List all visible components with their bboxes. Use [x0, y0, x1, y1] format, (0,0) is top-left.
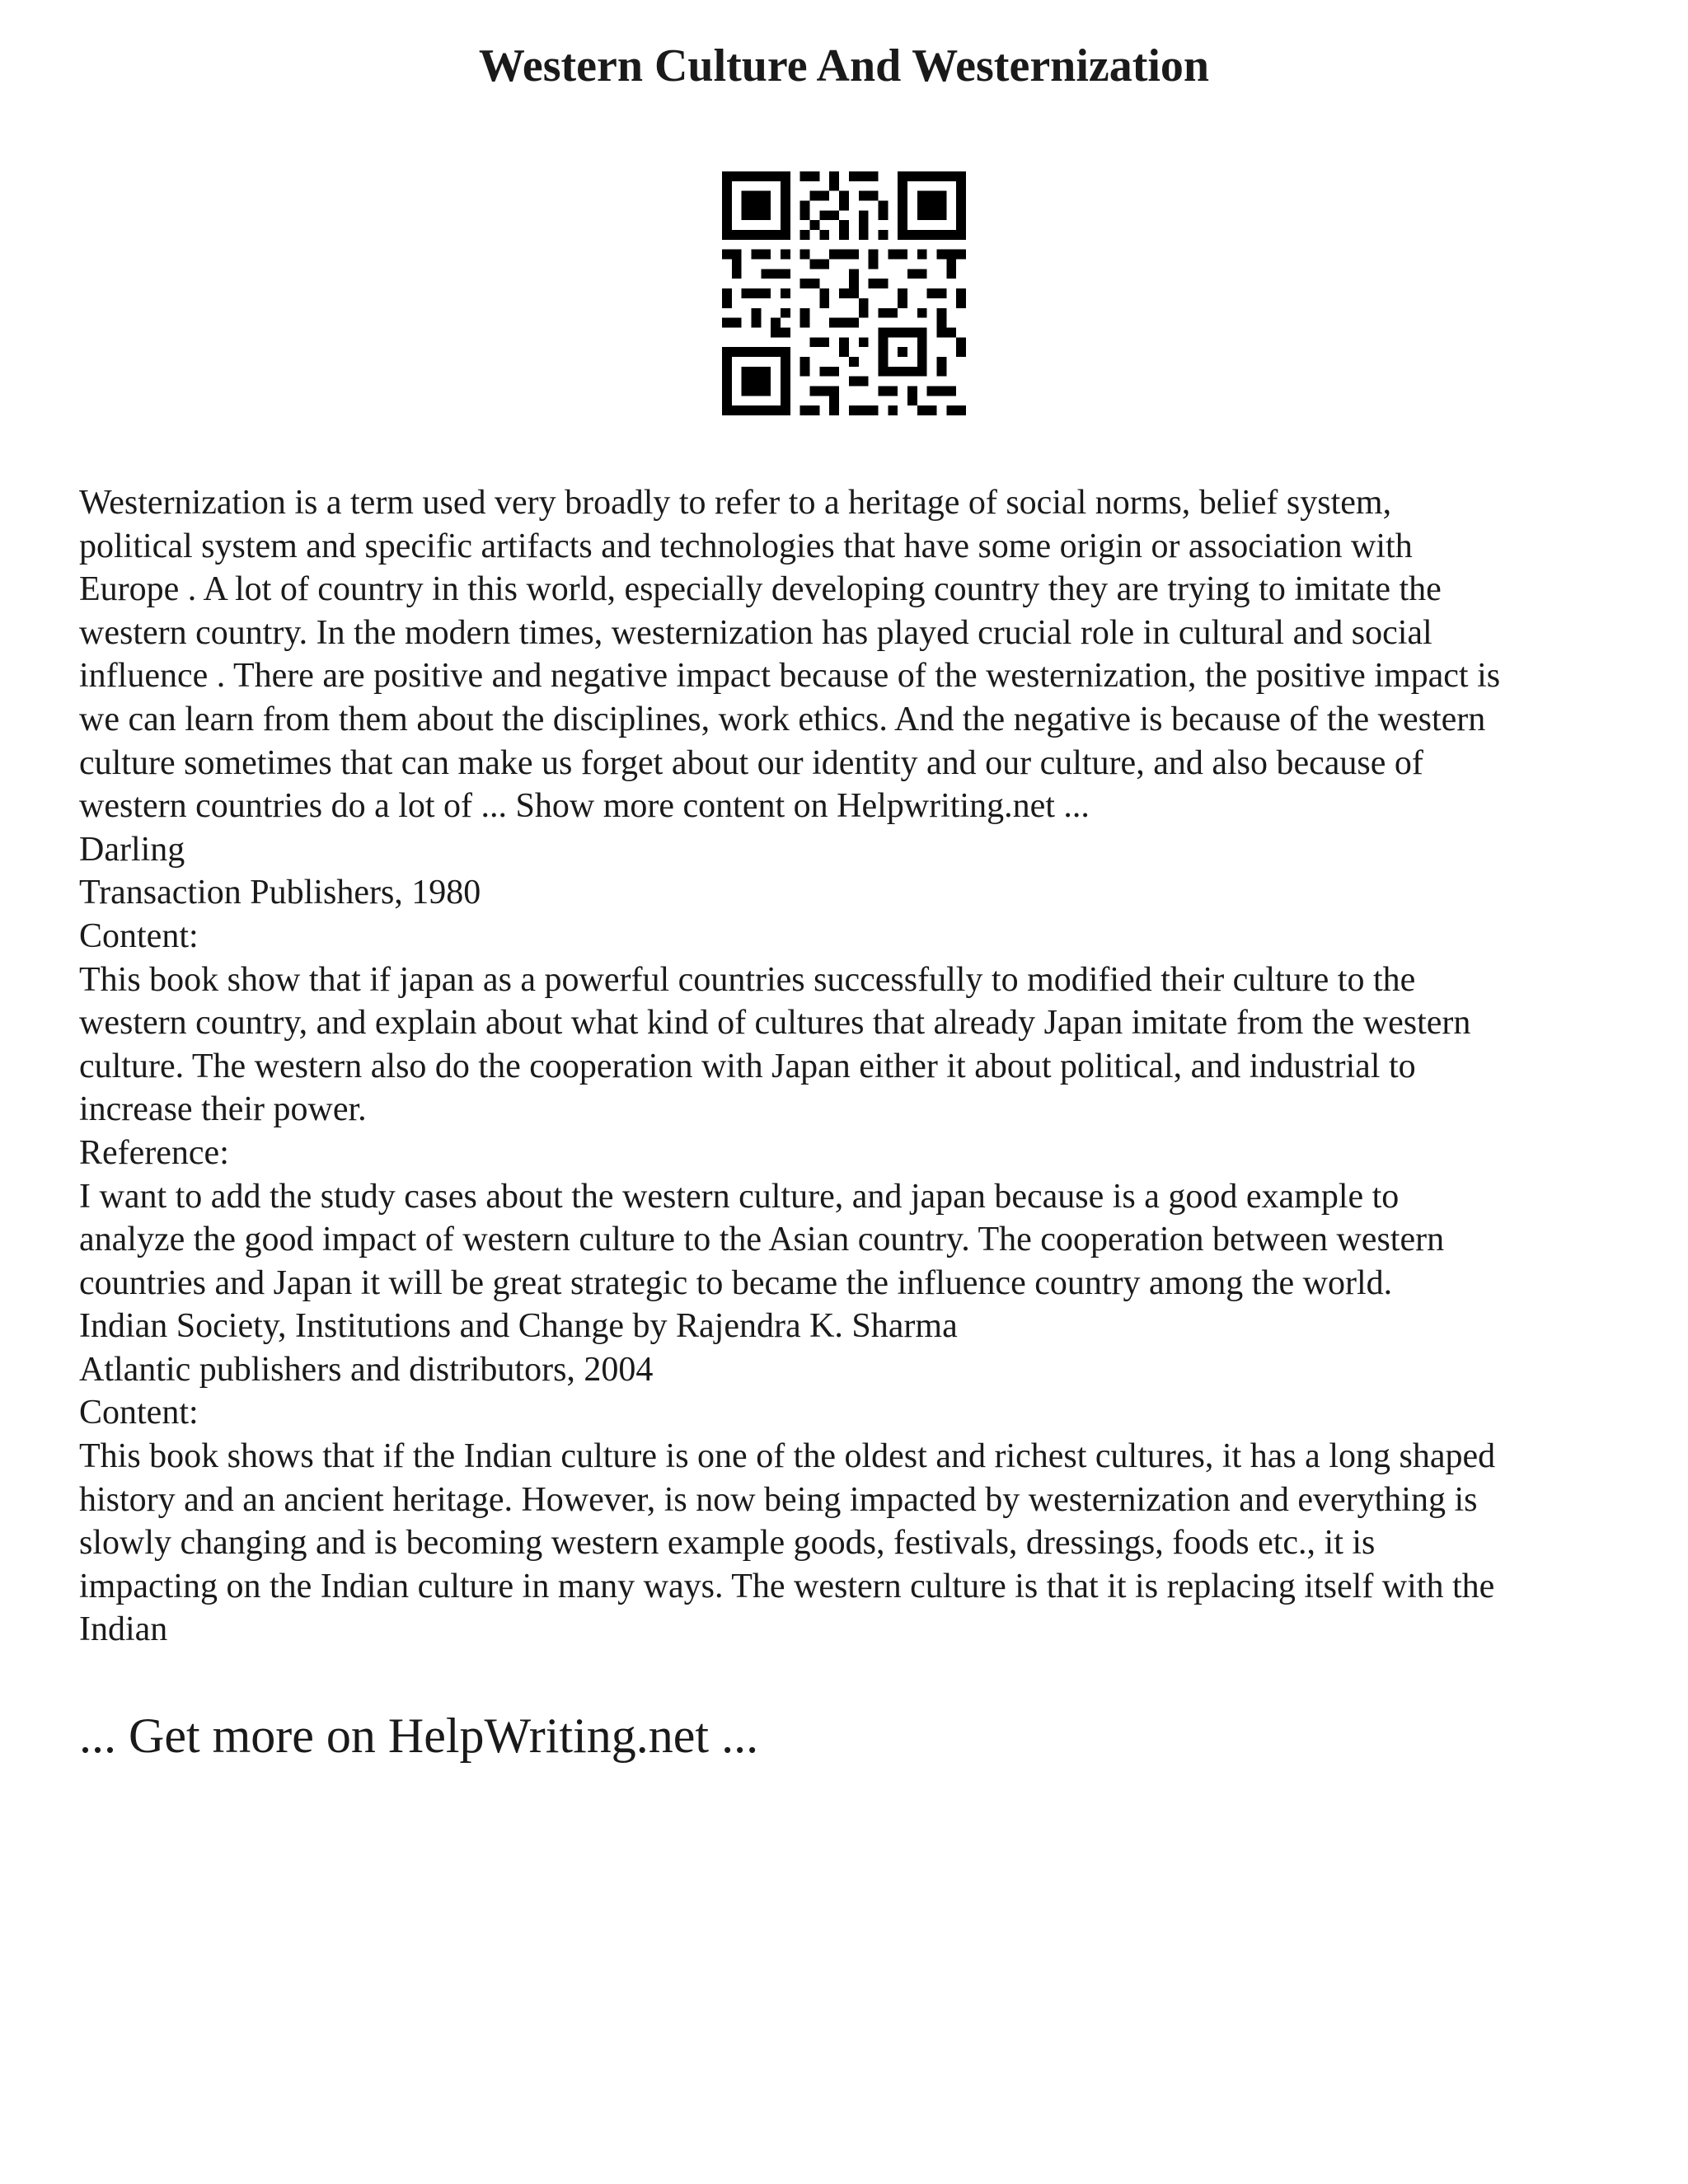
body-line: This book shows that if the Indian culture is one of the oldest and richest cultures, it has a long shaped — [79, 1437, 1496, 1476]
body-line: countries and Japan it will be great strategic to became the influence country among the world. — [79, 1263, 1393, 1302]
source-publisher: Atlantic publishers and distributors, 2004 — [79, 1350, 654, 1389]
get-more-link[interactable]: ... Get more on HelpWriting.net ... — [79, 1708, 759, 1763]
body-line: increase their power. — [79, 1090, 367, 1129]
body-line: western countries do a lot of ... Show more content on Helpwriting.net ... — [79, 787, 1090, 826]
body-line: Europe . A lot of country in this world, especially developing country they are trying to imitate the — [79, 570, 1442, 609]
qr-code-icon — [722, 171, 966, 415]
content-label: Content: — [79, 916, 199, 955]
content-label: Content: — [79, 1394, 199, 1432]
body-line: influence . There are positive and negative impact because of the westernization, the positive impact is — [79, 657, 1501, 696]
body-line: political system and specific artifacts and technologies that have some origin or association with — [79, 527, 1413, 565]
body-line: analyze the good impact of western culture to the Asian country. The cooperation between western — [79, 1221, 1445, 1259]
article-body — [79, 481, 1629, 1652]
document-title: Western Culture And Westernization — [478, 40, 1210, 91]
body-line: we can learn from them about the disciplines, work ethics. And the negative is because of the western — [79, 700, 1486, 738]
body-line: western country, and explain about what kind of cultures that already Japan imitate from the western — [79, 1004, 1471, 1043]
body-line: culture sometimes that can make us forget about our identity and our culture, and also because of — [79, 743, 1423, 782]
body-line: Westernization is a term used very broadly to refer to a heritage of social norms, belief system, — [79, 484, 1392, 522]
source-title: Indian Society, Institutions and Change by Rajendra K. Sharma — [79, 1307, 958, 1346]
body-line: I want to add the study cases about the western culture, and japan because is a good example to — [79, 1177, 1400, 1216]
body-line: This book show that if japan as a powerful countries successfully to modified their culture to the — [79, 960, 1416, 999]
source-author: Darling — [79, 830, 185, 869]
reference-label: Reference: — [79, 1133, 229, 1172]
source-publisher: Transaction Publishers, 1980 — [79, 874, 481, 912]
body-line: history and an ancient heritage. However, is now being impacted by westernization and everything is — [79, 1480, 1478, 1519]
body-line: western country. In the modern times, westernization has played crucial role in cultural and social — [79, 613, 1432, 652]
body-line: culture. The western also do the cooperation with Japan either it about political, and industrial to — [79, 1047, 1416, 1085]
body-line: Indian — [79, 1610, 168, 1649]
body-line: impacting on the Indian culture in many ways. The western culture is that it is replacing itself with the — [79, 1567, 1495, 1605]
body-line: slowly changing and is becoming western example goods, festivals, dressings, foods etc., it is — [79, 1524, 1376, 1563]
